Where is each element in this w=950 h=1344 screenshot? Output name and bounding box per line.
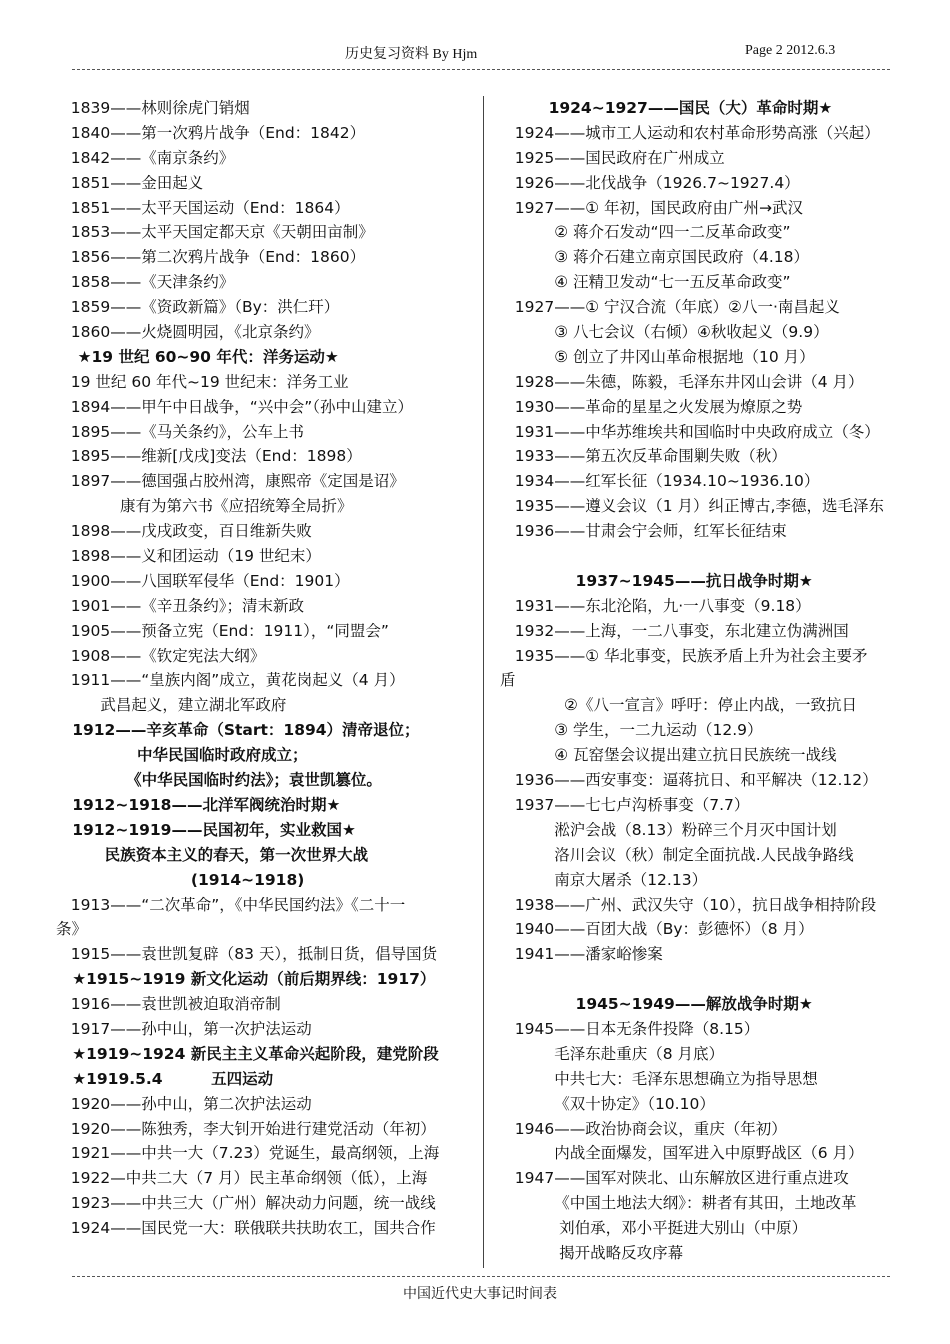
header-rule (72, 69, 890, 70)
timeline-line: ★1919~1924 新民主主义革命兴起阶段，建党阶段 (56, 1044, 439, 1063)
timeline-line: 19 世纪 60 年代~19 世纪末：洋务工业 (56, 372, 349, 391)
timeline-line: 1941——潘家峪惨案 (500, 945, 663, 964)
right-column-timeline (500, 96, 910, 1266)
timeline-line: 1922—中共二大（7 月）民主革命纲领（低），上海 (56, 1169, 428, 1188)
timeline-line: 1936——甘肃会宁会师，红军长征结束 (500, 522, 787, 541)
timeline-line: 1920——陈独秀，李大钊开始进行建党活动（年初） (56, 1119, 436, 1138)
timeline-line: 1923——中共三大（广州）解决动力问题，统一战线 (56, 1194, 436, 1213)
timeline-line: 1924~1927——国民（大）革命时期★ (500, 99, 833, 117)
timeline-line: 1938——广州、武汉失守（10），抗日战争相持阶段 (500, 895, 877, 914)
timeline-line: 1927——① 宁汉合流（年底）②八一·南昌起义 (500, 298, 840, 317)
timeline-line: 1920——孙中山，第二次护法运动 (56, 1094, 312, 1113)
timeline-line: 1853——太平天国定都天京《天朝田亩制》 (56, 223, 374, 242)
timeline-line: 1931——东北沦陷，九·一八事变（9.18） (500, 596, 811, 615)
timeline-line: 1945~1949——解放战争时期★ (500, 995, 813, 1014)
timeline-line: 1921——中共一大（7.23）党诞生，最高纲领，上海 (56, 1144, 440, 1163)
timeline-line: 1937——七七卢沟桥事变（7.7） (500, 795, 750, 814)
timeline-line: ② 蒋介石发动“四一二反革命政变” (500, 223, 791, 242)
timeline-line: 1895——《马关条约》，公车上书 (56, 422, 304, 441)
timeline-line: 1851——太平天国运动（End：1864） (56, 198, 350, 217)
timeline-line: 1917——孙中山，第一次护法运动 (56, 1019, 312, 1038)
timeline-line: 武昌起义，建立湖北军政府 (56, 696, 287, 715)
timeline-line: 内战全面爆发，国军进入中原野战区（6 月） (500, 1144, 864, 1163)
timeline-line: 1925——国民政府在广州成立 (500, 148, 725, 167)
timeline-line: 1934——红军长征（1934.10~1936.10） (500, 472, 820, 491)
timeline-line: 1930——革命的星星之火发展为燎原之势 (500, 397, 803, 416)
timeline-line: 1915——袁世凯复辟（83 天），抵制日货，倡导国货 (56, 945, 438, 964)
timeline-line: 1931——中华苏维埃共和国临时中央政府成立（冬） (500, 422, 880, 441)
timeline-line: 1894——甲午中日战争，“兴中会”（孙中山建立） (56, 397, 414, 416)
timeline-line: 1947——国军对陕北、山东解放区进行重点进攻 (500, 1169, 849, 1188)
timeline-line: 1856——第二次鸦片战争（End：1860） (56, 248, 366, 267)
timeline-line: 盾 (500, 671, 516, 690)
timeline-line: 1935——遵义会议（1 月）纠正博古,李德，选毛泽东 (500, 497, 884, 516)
timeline-line: 1936——西安事变：逼蒋抗日、和平解决（12.12） (500, 771, 878, 790)
timeline-line: 1933——第五次反革命围剿失败（秋） (500, 447, 787, 466)
timeline-line: 1928——朱德，陈毅，毛泽东井冈山会讲（4 月） (500, 372, 864, 391)
timeline-line: 刘伯承，邓小平挺进大别山（中原） (500, 1219, 808, 1238)
timeline-line (500, 967, 910, 992)
timeline-line: 1858——《天津条约》 (56, 273, 235, 292)
timeline-line: 1916——袁世凯被迫取消帝制 (56, 995, 281, 1014)
timeline-line: ④ 瓦窑堡会议提出建立抗日民族统一战线 (500, 746, 837, 765)
timeline-line: 中华民国临时政府成立； (56, 746, 308, 765)
timeline-line: 《中国土地法大纲》：耕者有其田，土地改革 (500, 1194, 857, 1213)
footer-title: 中国近代史大事记时间表 (403, 1287, 557, 1302)
timeline-line: 1901——《辛丑条约》；清末新政 (56, 596, 304, 615)
timeline-line: 1895——维新[戊戌]变法（End：1898） (56, 447, 362, 466)
timeline-line: 《中华民国临时约法》；袁世凯篡位。 (56, 771, 382, 790)
timeline-line: 民族资本主义的春天，第一次世界大战 (56, 845, 369, 864)
header-title: 历史复习资料 By Hjm (345, 47, 478, 62)
timeline-line (500, 544, 910, 569)
timeline-line: 1912~1919——民国初年，实业救国★ (56, 820, 356, 839)
timeline-line: 1908——《钦定宪法大纲》 (56, 646, 266, 665)
footer-rule (72, 1276, 890, 1277)
timeline-line: 洛川会议（秋）制定全面抗战.人民战争路线 (500, 845, 854, 864)
timeline-line: (1914~1918) (56, 870, 305, 889)
timeline-line: ★19 世纪 60~90 年代：洋务运动★ (56, 347, 339, 366)
timeline-line: 1859——《资政新篇》（By：洪仁玕） (56, 298, 340, 317)
timeline-line: 南京大屠杀（12.13） (500, 870, 708, 889)
timeline-line: 《双十协定》（10.10） (500, 1094, 715, 1113)
timeline-line: 1924——国民党一大：联俄联共扶助农工，国共合作 (56, 1219, 436, 1238)
left-column-timeline (56, 96, 471, 1241)
timeline-line: 淞沪会战（8.13）粉碎三个月灭中国计划 (500, 820, 837, 839)
timeline-line: ③ 八七会议（右倾）④秋收起义（9.9） (500, 323, 829, 342)
column-divider (483, 96, 484, 1268)
timeline-line: 揭开战略反攻序幕 (500, 1243, 684, 1262)
timeline-line: 1898——义和团运动（19 世纪末） (56, 547, 321, 566)
timeline-line: 1912——辛亥革命（Start：1894）清帝退位； (56, 721, 420, 740)
timeline-line: ②《八一宣言》呼吁：停止内战，一致抗日 (500, 696, 857, 715)
timeline-line: 1851——金田起义 (56, 173, 204, 192)
timeline-line: ⑤ 创立了井冈山革命根据地（10 月） (500, 347, 815, 366)
timeline-line: 1927——① 年初，国民政府由广州→武汉 (500, 198, 804, 217)
timeline-line: 1905——预备立宪（End：1911），“同盟会” (56, 621, 389, 640)
timeline-line: 1842——《南京条约》 (56, 148, 235, 167)
timeline-line: 1945——日本无条件投降（8.15） (500, 1019, 760, 1038)
timeline-line: 1912~1918——北洋军阀统治时期★ (56, 795, 341, 814)
timeline-line: ★1919.5.4 五四运动 (56, 1069, 274, 1088)
timeline-line: ★1915~1919 新文化运动（前后期界线：1917） (56, 970, 436, 989)
timeline-line: 1935——① 华北事变，民族矛盾上升为社会主要矛 (500, 646, 868, 665)
timeline-line: 1900——八国联军侵华（End：1901） (56, 571, 350, 590)
timeline-line: 1913——“二次革命”，《中华民国约法》《二十一 (56, 895, 406, 914)
timeline-line: ④ 汪精卫发动“七一五反革命政变” (500, 273, 791, 292)
timeline-line: 1839——林则徐虎门销烟 (56, 99, 250, 117)
timeline-line: 1840——第一次鸦片战争（End：1842） (56, 123, 366, 142)
timeline-line: 1940——百团大战（By：彭德怀）（8 月） (500, 920, 814, 939)
timeline-line: 1937~1945——抗日战争时期★ (500, 571, 813, 590)
timeline-line: 毛泽东赴重庆（8 月底） (500, 1044, 724, 1063)
timeline-line: 中共七大：毛泽东思想确立为指导思想 (500, 1069, 818, 1088)
timeline-line: ③ 学生，一二九运动（12.9） (500, 721, 763, 740)
timeline-line: 1924——城市工人运动和农村革命形势高涨（兴起） (500, 123, 880, 142)
timeline-line: 1946——政治协商会议，重庆（年初） (500, 1119, 787, 1138)
timeline-line: 1926——北伐战争（1926.7~1927.4） (500, 173, 800, 192)
timeline-line: 康有为第六书《应招统筹全局折》 (56, 497, 353, 516)
timeline-line: 1932——上海，一二八事变，东北建立伪满洲国 (500, 621, 849, 640)
timeline-line: 条》 (56, 920, 88, 939)
timeline-line: ③ 蒋介石建立南京国民政府（4.18） (500, 248, 810, 267)
timeline-line: 1860——火烧圆明园，《北京条约》 (56, 323, 320, 342)
header-page-info: Page 2 2012.6.3 (745, 43, 836, 58)
timeline-line: 1897——德国强占胶州湾，康熙帝《定国是诏》 (56, 472, 405, 491)
timeline-line: 1911——“皇族内阁”成立，黄花岗起义（4 月） (56, 671, 405, 690)
timeline-line: 1898——戊戌政变，百日维新失败 (56, 522, 312, 541)
